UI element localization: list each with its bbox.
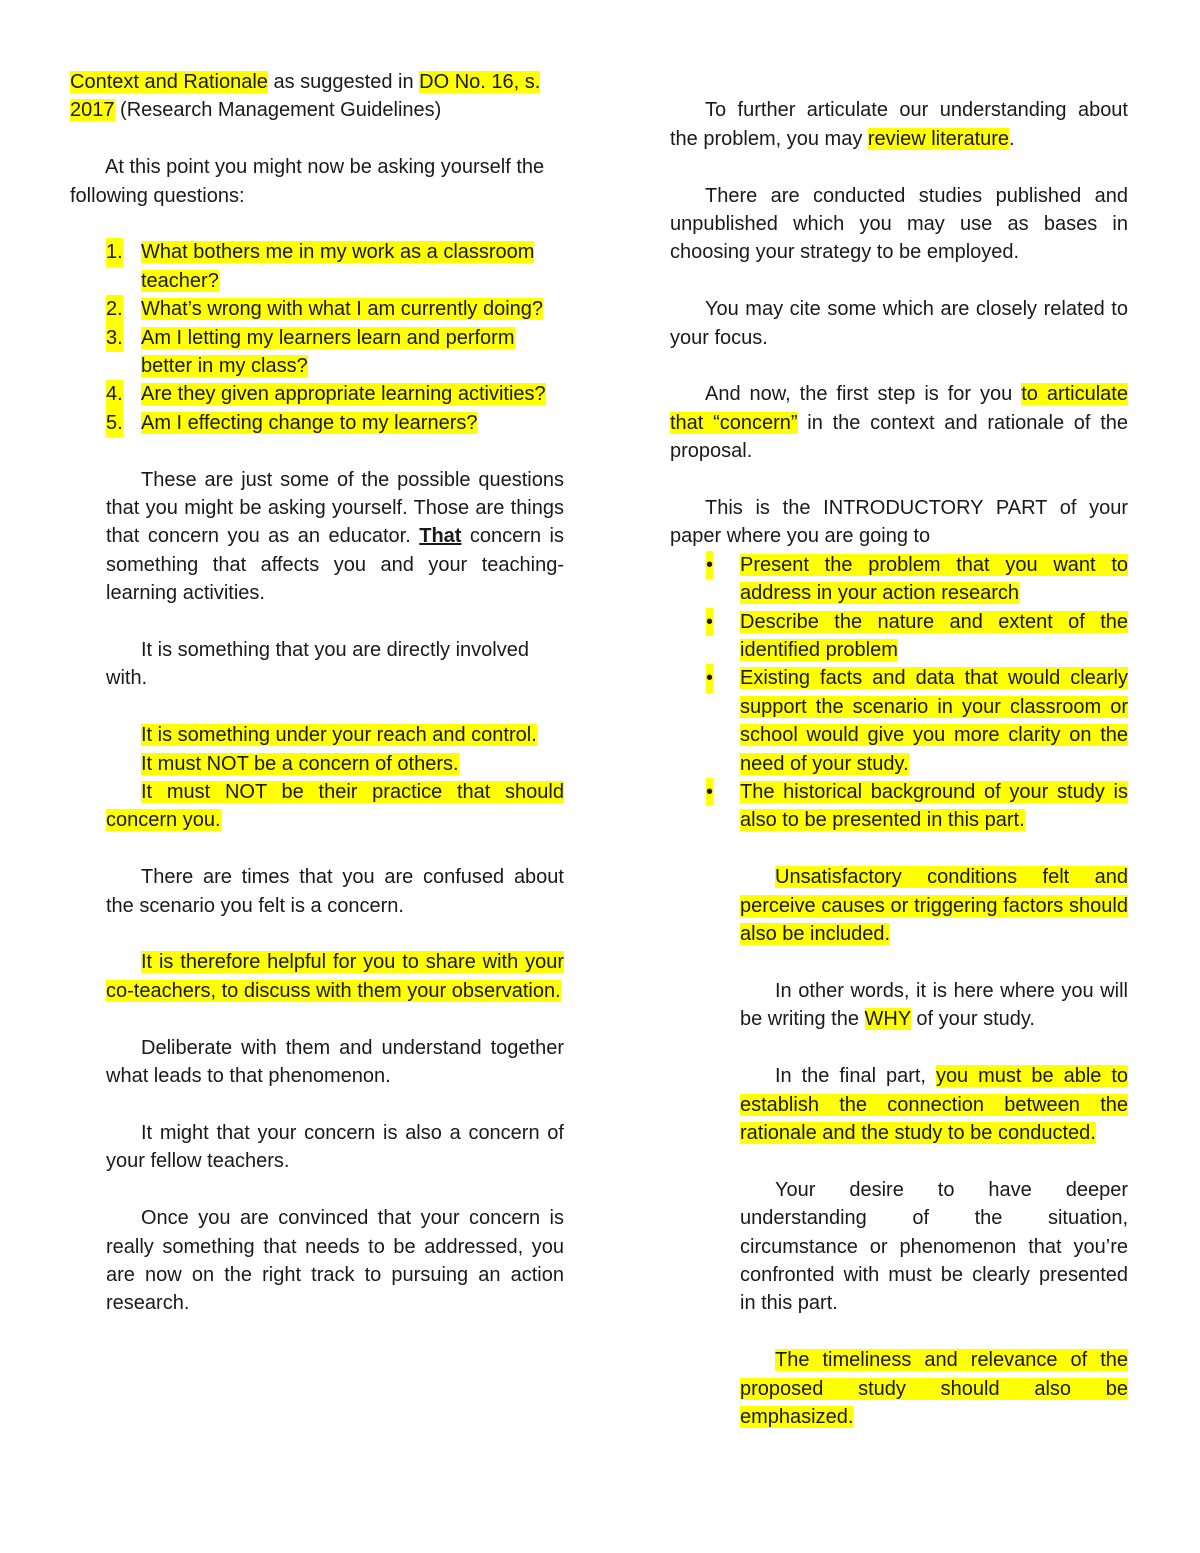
bullet-text: The historical background of your study is also to be presented in this part. [740, 781, 1128, 832]
introductory-paragraph: This is the INTRODUCTORY PART of your paper where you are going to [670, 497, 1128, 548]
bullet-icon: • [706, 551, 713, 579]
review-literature-highlight: review literature [867, 127, 1010, 150]
question-text: What’s wrong with what I am currently doing? [141, 298, 544, 321]
why-highlight: WHY [864, 1008, 911, 1031]
bullet-item [706, 608, 1128, 665]
involved-paragraph: It is something that you are directly involved with. [106, 639, 529, 690]
bullet-icon: • [706, 608, 713, 636]
literature-text-start: To further articulate our understanding about the problem, you may [670, 99, 1128, 150]
question-number: 5. [106, 409, 123, 437]
confused-paragraph: There are times that you are confused about the scenario you felt is a concern. [106, 866, 564, 917]
not-practice-text: It must NOT be their practice that should concern you. [106, 781, 564, 832]
unsatisfactory-paragraph [740, 863, 1128, 948]
question-number: 1. [106, 238, 123, 266]
bullet-item [706, 778, 1128, 835]
bullet-text: Describe the nature and extent of the identified problem [740, 610, 1128, 662]
studies-paragraph: There are conducted studies published and unpublished which you may use as bases in choosing your strategy to be employed. [670, 184, 1128, 264]
question-number: 3. [106, 324, 123, 352]
bullet-item [706, 664, 1128, 778]
concern-paragraph [106, 466, 564, 608]
why-text-start: In other words, it is here where you will be writing the [740, 979, 1128, 1031]
question-text: Are they given appropriate learning activities? [141, 383, 546, 406]
cite-paragraph: You may cite some which are closely related to your focus. [670, 298, 1128, 349]
bullet-icon: • [706, 778, 713, 806]
literature-text-end: . [1009, 127, 1015, 150]
final-part-paragraph [740, 1062, 1128, 1147]
heading-guidelines: (Research Management Guidelines) [114, 99, 442, 122]
intro-paragraph: At this point you might now be asking yourself the following questions: [70, 156, 545, 207]
timeliness-text: The timeliness and relevance of the proposed study should also be emphasized. [740, 1349, 1128, 1428]
fellow-teachers-paragraph: It might that your concern is also a concern of your fellow teachers. [106, 1121, 564, 1173]
question-number: 2. [106, 295, 123, 323]
emphasis-that: That [419, 525, 462, 548]
question-item [106, 238, 564, 295]
question-number: 4. [106, 380, 123, 408]
heading-connector: as suggested in [267, 71, 420, 93]
section-heading [70, 68, 564, 125]
question-item [106, 324, 564, 381]
desire-paragraph: Your desire to have deeper understanding of the situation, circumstance or phenomenon that you’re confronted with must be clearly presented in this part. [740, 1178, 1128, 1315]
share-paragraph [106, 948, 564, 1005]
first-step-paragraph [670, 380, 1128, 465]
right-column [670, 68, 1128, 1431]
question-item [106, 409, 564, 437]
introductory-bullets [706, 551, 1128, 835]
not-practice-paragraph [106, 778, 564, 835]
articulate-concern-highlight: to articulate that “concern” [670, 383, 1128, 434]
not-others-text: It must NOT be a concern of others. [141, 752, 459, 775]
connection-highlight: you must be able to establish the connection between the rationale and the study to be conducted. [740, 1065, 1128, 1144]
left-column [70, 68, 564, 1318]
final-part-text-start: In the final part, [775, 1065, 936, 1088]
why-text-end: of your study. [910, 1008, 1035, 1031]
bullet-icon: • [706, 664, 713, 692]
first-step-text-start: And now, the first step is for you [705, 383, 1022, 406]
reach-paragraph [106, 721, 564, 749]
timeliness-paragraph [740, 1346, 1128, 1431]
bullet-text: Existing facts and data that would clearly support the scenario in your classroom or school would give you more clarity on the need of your study. [740, 667, 1128, 775]
heading-order-ref: DO No. 16, s. 2017 [70, 71, 541, 122]
first-step-text-end: in the context and rationale of the proposal. [670, 411, 1129, 463]
question-item [106, 380, 564, 408]
bullet-text: Present the problem that you want to address in your action research [740, 553, 1128, 605]
literature-paragraph [670, 96, 1128, 153]
questions-list [106, 238, 564, 437]
concern-text-start: These are just some of the possible questions that you might be asking yourself. Those are things that concern you as an educator. [106, 468, 564, 548]
question-text: Am I letting my learners learn and perform better in my class? [141, 326, 515, 378]
unsatisfactory-text: Unsatisfactory conditions felt and perceive causes or triggering factors should also be included. [740, 866, 1128, 946]
question-item [106, 295, 564, 323]
reach-text: It is something under your reach and control. [141, 724, 537, 747]
heading-title: Context and Rationale [70, 71, 268, 93]
deliberate-paragraph: Deliberate with them and understand together what leads to that phenomenon. [106, 1036, 564, 1088]
not-others-paragraph [106, 750, 564, 778]
concern-text-end: concern is something that affects you and your teaching-learning activities. [106, 525, 564, 605]
question-text: What bothers me in my work as a classroom teacher? [141, 241, 535, 292]
question-text: Am I effecting change to my learners? [141, 411, 478, 434]
why-paragraph [740, 977, 1128, 1034]
share-text: It is therefore helpful for you to share with your co-teachers, to discuss with them your observation. [106, 951, 564, 1002]
convinced-paragraph: Once you are convinced that your concern is really something that needs to be addressed, you are now on the right track to pursuing an action research. [106, 1207, 564, 1315]
bullet-item [706, 551, 1128, 608]
